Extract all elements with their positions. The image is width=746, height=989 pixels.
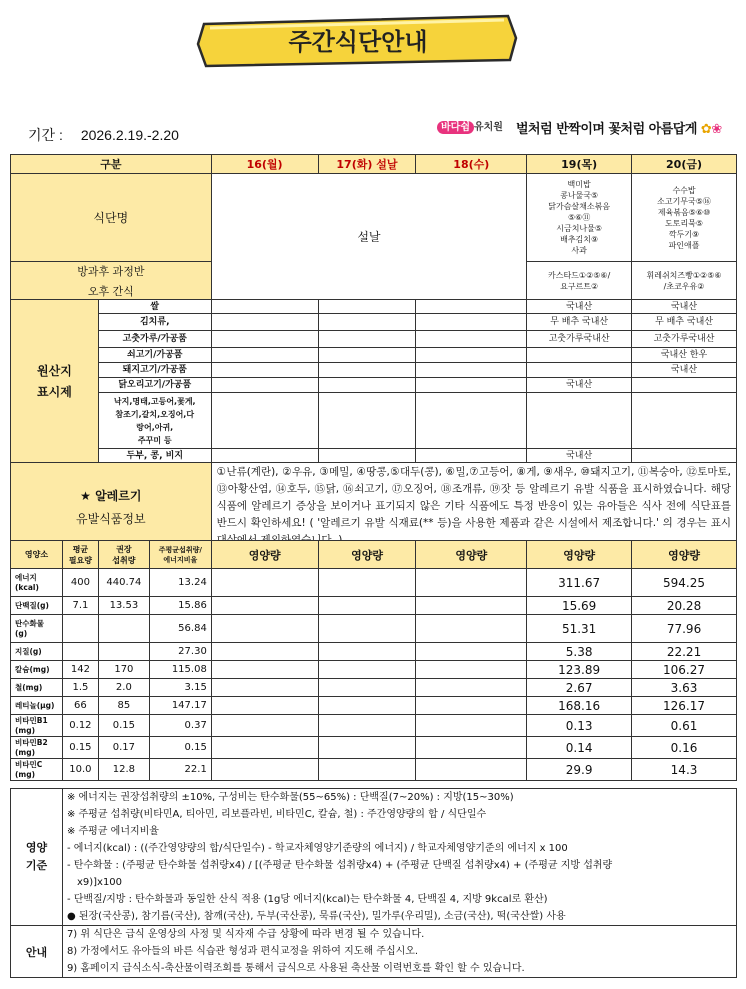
nutr-thu: 51.31 — [527, 615, 632, 643]
nutr-wed — [416, 569, 527, 597]
standard-line: - 단백질/지방 : 탄수화물과 동일한 산식 적용 (1g당 에너지(kcal)는 탄수화물 4, 단백질 4, 지방 9kcal로 환산) — [66, 894, 548, 905]
nutr-name: 레티놀(μg) — [11, 697, 63, 715]
origin-fri: 고춧가루국내산 — [632, 331, 737, 348]
origin-thu: 고춧가루국내산 — [527, 331, 632, 348]
nutr-wed — [416, 737, 527, 759]
slogan-text: 벌처럼 반짝이며 꽃처럼 아름답게 — [516, 122, 697, 137]
header-category: 구분 — [11, 155, 212, 174]
nutr-avg: 7.1 — [62, 597, 98, 615]
snack-fri: 휘레쉬치즈빵①②⑤⑥ /초코우유② — [632, 262, 737, 300]
tulip-icon: ❀ — [711, 122, 722, 137]
nutr-avg: 66 — [62, 697, 98, 715]
slogan — [516, 118, 722, 137]
notice-line: 9) 홈페이지 급식소식-축산물이력조회를 통해서 급식으로 사용된 축산물 이력번호를 확인 할 수 있습니다. — [66, 963, 525, 974]
period — [28, 125, 197, 145]
nutr-mon — [211, 697, 318, 715]
nutr-thu: 0.13 — [527, 715, 632, 737]
menu-fri-item: 제육볶음⑤⑥⑩ — [657, 207, 711, 217]
menu-thu-item: 배추김치⑨ — [560, 235, 599, 244]
nutrition-row — [11, 597, 737, 615]
menu-thu — [527, 174, 632, 262]
period-label: 기간 : — [28, 127, 63, 143]
nutr-head-day: 영양량 — [318, 541, 416, 569]
period-value: 2026.2.19.-2.20 — [80, 127, 179, 143]
nutr-rec: 440.74 — [98, 569, 149, 597]
kindergarten-logo — [437, 118, 503, 133]
standard-notes — [62, 789, 736, 926]
notice-notes — [62, 926, 736, 978]
nutr-mon — [211, 643, 318, 661]
origin-thu — [527, 348, 632, 363]
allergy-label-line2: 유발식품정보 — [76, 511, 146, 526]
header-day-tue: 17(화) 설날 — [318, 155, 416, 174]
origin-fri — [632, 378, 737, 393]
title-banner — [196, 10, 520, 70]
nutrition-row — [11, 679, 737, 697]
nutr-tue — [318, 697, 416, 715]
nutr-name: 탄수화물 (g) — [11, 615, 63, 643]
nutr-thu: 311.67 — [527, 569, 632, 597]
menu-fri-item: 파인애플 — [668, 240, 700, 250]
nutr-thu: 123.89 — [527, 661, 632, 679]
nutr-name: 비타민C (mg) — [11, 759, 63, 781]
nutr-week: 13.24 — [149, 569, 211, 597]
nutrition-row — [11, 737, 737, 759]
nutr-week: 147.17 — [149, 697, 211, 715]
nutr-rec: 85 — [98, 697, 149, 715]
nutr-mon — [211, 597, 318, 615]
nutr-name: 비타민B2 (mg) — [11, 737, 63, 759]
origin-thu — [527, 363, 632, 378]
nutr-rec: 0.15 — [98, 715, 149, 737]
nutr-mon — [211, 661, 318, 679]
nutr-tue — [318, 715, 416, 737]
nutr-rec — [98, 615, 149, 643]
standard-line: - 에너지(kcal) : ((주간영양량의 합/식단일수) - 학교자체영양기준량의 에너지) / 학교자체영양기준의 에너지 x 100 — [66, 843, 568, 854]
origin-item: 쇠고기/가공품 — [98, 348, 211, 363]
nutr-name: 칼슘(mg) — [11, 661, 63, 679]
nutr-head-name: 영양소 — [11, 541, 63, 569]
nutr-name: 비타민B1 (mg) — [11, 715, 63, 737]
nutrition-row — [11, 697, 737, 715]
snack-label-line2: 오후 간식 — [87, 284, 134, 298]
nutrition-table — [10, 540, 737, 781]
nutr-tue — [318, 615, 416, 643]
nutr-wed — [416, 615, 527, 643]
origin-thu: 국내산 — [527, 378, 632, 393]
origin-thu: 무 배추 국내산 — [527, 314, 632, 331]
nutr-wed — [416, 597, 527, 615]
snack-thu: 카스타드①②⑤⑥/ 요구르트② — [527, 262, 632, 300]
kindergarten-name-a: 바다쉼 — [437, 121, 474, 134]
nutr-wed — [416, 759, 527, 781]
menu-fri-item: 깍두기⑨ — [668, 229, 700, 239]
nutr-tue — [318, 759, 416, 781]
nutr-name: 에너지 (kcal) — [11, 569, 63, 597]
nutrition-row — [11, 643, 737, 661]
nutr-name: 철(mg) — [11, 679, 63, 697]
nutr-fri: 14.3 — [632, 759, 737, 781]
nutr-avg: 10.0 — [62, 759, 98, 781]
menu-thu-item: 백미밥 — [567, 180, 591, 189]
nutr-avg: 1.5 — [62, 679, 98, 697]
nutr-week: 22.1 — [149, 759, 211, 781]
nutrition-row — [11, 715, 737, 737]
nutr-mon — [211, 737, 318, 759]
origin-item: 김치류, — [98, 314, 211, 331]
nutr-week: 27.30 — [149, 643, 211, 661]
origin-thu: 국내산 — [527, 449, 632, 463]
nutr-fri: 106.27 — [632, 661, 737, 679]
nutr-fri: 0.61 — [632, 715, 737, 737]
nutr-head-avg: 평균 필요량 — [62, 541, 98, 569]
allergy-label-line1: ★ 알레르기 — [80, 488, 142, 503]
header-day-wed: 18(수) — [416, 155, 527, 174]
nutr-rec: 2.0 — [98, 679, 149, 697]
nutr-tue — [318, 737, 416, 759]
nutr-mon — [211, 759, 318, 781]
nutr-thu: 15.69 — [527, 597, 632, 615]
menu-thu-item: 시금치나물⑤ — [556, 224, 603, 233]
nutr-fri: 594.25 — [632, 569, 737, 597]
nutr-week: 56.84 — [149, 615, 211, 643]
nutr-avg: 0.15 — [62, 737, 98, 759]
menu-thu-item: ⑤⑥⑪ — [567, 213, 591, 222]
allergy-label — [11, 463, 212, 551]
standard-line: ※ 주평균 에너지비율 — [66, 826, 159, 837]
origin-fri: 국내산 — [632, 300, 737, 314]
nutrition-row — [11, 615, 737, 643]
nutr-head-day: 영양량 — [416, 541, 527, 569]
standard-line: ※ 주평균 섭취량(비타민A, 티아민, 리보플라빈, 비타민C, 칼슘, 철) : 주간영양량의 합 / 식단일수 — [66, 809, 487, 820]
origin-item-seafood: 낙지,명태,고등어,꽃게, 참조기,갈치,오징어,다 랑어,아귀, 주꾸미 등 — [98, 393, 211, 449]
nutr-rec: 0.17 — [98, 737, 149, 759]
nutr-wed — [416, 715, 527, 737]
nutr-head-day: 영양량 — [527, 541, 632, 569]
nutrition-row — [11, 569, 737, 597]
nutr-wed — [416, 643, 527, 661]
page-title: 주간식단안내 — [288, 28, 428, 56]
nutr-name: 지질(g) — [11, 643, 63, 661]
origin-fri: 국내산 — [632, 363, 737, 378]
standard-line: x9)]x100 — [76, 877, 123, 888]
nutr-fri: 20.28 — [632, 597, 737, 615]
nutr-mon — [211, 679, 318, 697]
nutr-mon — [211, 615, 318, 643]
snack-label — [11, 262, 212, 300]
origin-fri — [632, 449, 737, 463]
nutr-avg: 0.12 — [62, 715, 98, 737]
menu-thu-item: 콩나물국⑤ — [560, 191, 599, 200]
nutr-thu: 0.14 — [527, 737, 632, 759]
nutr-week: 3.15 — [149, 679, 211, 697]
nutr-tue — [318, 661, 416, 679]
nutr-fri: 126.17 — [632, 697, 737, 715]
menu-thu-item: 닭가슴살채소볶음 — [548, 202, 611, 211]
snack-label-line1: 방과후 과정반 — [77, 264, 145, 278]
nutr-fri: 3.63 — [632, 679, 737, 697]
nutr-rec: 170 — [98, 661, 149, 679]
nutr-week: 0.15 — [149, 737, 211, 759]
nutrition-row — [11, 661, 737, 679]
standard-line: ● 된장(국산콩), 참기름(국산), 참깨(국산), 두부(국산콩), 묵류(국산), 밀가루(우리밀), 소금(국산), 떡(국산쌀) 사용 — [66, 911, 566, 922]
nutr-name: 단백질(g) — [11, 597, 63, 615]
menu-thu-item: 사과 — [571, 246, 587, 255]
nutr-fri: 77.96 — [632, 615, 737, 643]
nutr-wed — [416, 697, 527, 715]
menu-fri — [632, 174, 737, 262]
nutr-tue — [318, 679, 416, 697]
header-day-mon: 16(월) — [211, 155, 318, 174]
origin-thu: 국내산 — [527, 300, 632, 314]
kindergarten-name-b: 유치원 — [473, 122, 503, 133]
nutr-week: 0.37 — [149, 715, 211, 737]
notice-line: 7) 위 식단은 급식 운영상의 사정 및 식자재 수급 상황에 따라 변경 될 수 있습니다. — [66, 929, 425, 940]
nutr-wed — [416, 679, 527, 697]
nutr-thu: 29.9 — [527, 759, 632, 781]
nutr-fri: 0.16 — [632, 737, 737, 759]
nutr-tue — [318, 569, 416, 597]
standard-table — [10, 788, 737, 978]
nutr-head-day: 영양량 — [632, 541, 737, 569]
origin-item: 두부, 콩, 비지 — [98, 449, 211, 463]
nutr-rec: 12.8 — [98, 759, 149, 781]
menu-table — [10, 154, 737, 551]
holiday-cell: 설날 — [211, 174, 527, 300]
nutr-head-week: 주평균섭취량/ 에너지비율 — [149, 541, 211, 569]
nutr-rec — [98, 643, 149, 661]
menu-fri-item: 소고기무국⑤⑯ — [657, 196, 711, 206]
nutr-avg — [62, 643, 98, 661]
nutr-avg: 400 — [62, 569, 98, 597]
nutr-thu: 168.16 — [527, 697, 632, 715]
nutrition-row — [11, 759, 737, 781]
standard-line: - 탄수화물 : (주평균 탄수화물 섭취량x4) / [(주평균 탄수화물 섭취량x4) + (주평균 단백질 섭취량x4) + (주평균 지방 섭취량 — [66, 860, 613, 871]
nutr-fri: 22.21 — [632, 643, 737, 661]
origin-item: 닭오리고기/가공품 — [98, 378, 211, 393]
header-day-thu: 19(목) — [527, 155, 632, 174]
origin-item: 돼지고기/가공품 — [98, 363, 211, 378]
origin-label: 원산지 표시제 — [11, 300, 99, 463]
menu-fri-item: 수수밥 — [672, 185, 696, 195]
nutr-avg: 142 — [62, 661, 98, 679]
menu-fri-item: 도토리묵⑤ — [664, 218, 704, 228]
origin-item: 고춧가루/가공품 — [98, 331, 211, 348]
origin-thu — [527, 393, 632, 449]
menu-label: 식단명 — [11, 174, 212, 262]
allergy-text: ①난류(계란), ②우유, ③메밀, ④땅콩,⑤대두(콩), ⑥밀,⑦고등어, ⑧게, ⑨새우, ⑩돼지고기, ⑪복숭아, ⑫토마토, ⑬아황산염, ⑭호두, ⑮닭, ⑯쇠고기, ⑰오징어, ⑱조개류, ⑲잣 등 알레르기 유발 식품을 표시하였습니다. 해당 식품에 알레르기 증상을 보이거나 표기되지 않은 기타 식품에도 특정 반응이 있는 유아들은 식사 전에 식단표를 반드시 확인하세요! ( '알레르기 유발 식재료(** 등)을 사용한 제품과 같은 시설에서 제조합니다.' 의 경우는 표시대상에서 제외하였습니다. ) — [211, 463, 736, 551]
nutr-thu: 5.38 — [527, 643, 632, 661]
notice-line: 8) 가정에서도 유아들의 바른 식습관 형성과 편식교정을 위하여 지도해 주십시오. — [66, 946, 419, 957]
standard-line: ※ 에너지는 권장섭취량의 ±10%, 구성비는 탄수화물(55~65%) : 단백질(7~20%) : 지방(15~30%) — [66, 792, 514, 803]
origin-fri — [632, 393, 737, 449]
nutr-rec: 13.53 — [98, 597, 149, 615]
nutr-head-day: 영양량 — [211, 541, 318, 569]
nutr-week: 15.86 — [149, 597, 211, 615]
flower-icon: ✿ — [700, 122, 712, 137]
nutr-avg — [62, 615, 98, 643]
notice-label: 안내 — [11, 926, 63, 978]
nutr-week: 115.08 — [149, 661, 211, 679]
origin-item: 쌀 — [98, 300, 211, 314]
standard-label: 영양 기준 — [11, 789, 63, 926]
nutr-tue — [318, 643, 416, 661]
nutr-thu: 2.67 — [527, 679, 632, 697]
header-day-fri: 20(금) — [632, 155, 737, 174]
nutr-tue — [318, 597, 416, 615]
origin-fri: 국내산 한우 — [632, 348, 737, 363]
nutrition-rows — [11, 569, 737, 781]
nutr-head-rec: 권장 섭취량 — [98, 541, 149, 569]
nutr-mon — [211, 569, 318, 597]
nutr-mon — [211, 715, 318, 737]
nutr-wed — [416, 661, 527, 679]
origin-fri: 무 배추 국내산 — [632, 314, 737, 331]
